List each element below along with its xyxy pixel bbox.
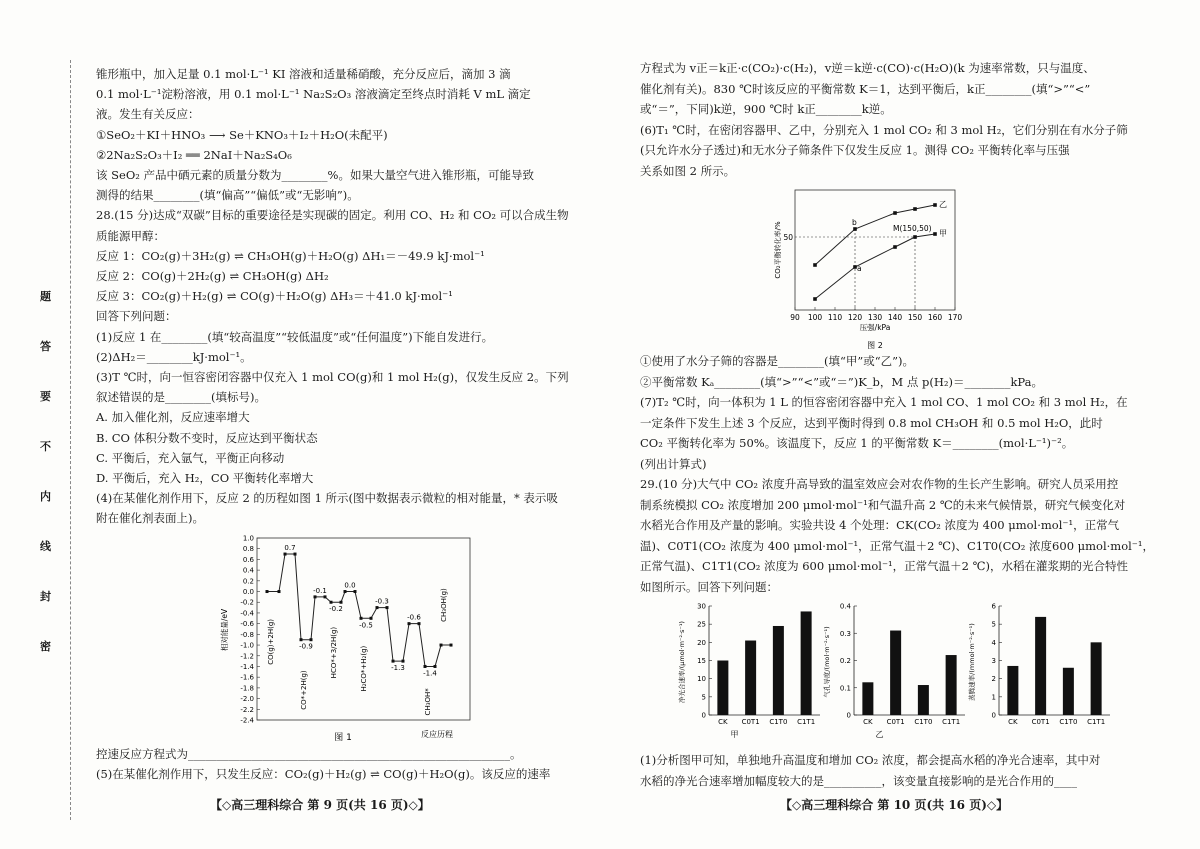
- energy-value-label: -0.6: [407, 613, 421, 622]
- margin-char: 密: [40, 640, 51, 653]
- text-line: (3)T ℃时，向一恒容密闭容器中仅充入 1 mol CO(g)和 1 mol H₂(g)，仅发生反应 2。下列: [96, 370, 569, 384]
- bar-chart: [675, 600, 825, 740]
- y-tick-label: 3: [991, 657, 996, 665]
- energy-value-label: -1.4: [423, 669, 437, 678]
- y-tick-label: 0.3: [839, 629, 851, 638]
- y-tick-label: -0.8: [240, 630, 254, 639]
- y-axis-label: CO₂平衡转化率/%: [774, 221, 782, 279]
- y-tick-label: 15: [697, 657, 706, 665]
- category-label: CK: [718, 718, 728, 726]
- energy-point: [434, 665, 437, 668]
- x-tick-label: 100: [807, 313, 823, 322]
- text-line: 液。发生有关反应：: [96, 107, 200, 122]
- text-line: 反应 3：CO₂(g)＋H₂(g) ⇌ CO(g)＋H₂O(g) ΔH₃＝＋41.0 kJ·mol⁻¹: [96, 289, 453, 304]
- text-line: ①SeO₂＋KI＋HNO₃ ⟶ Se＋KNO₃＋I₂＋H₂O(未配平): [96, 127, 388, 142]
- energy-point: [450, 644, 453, 647]
- energy-point: [376, 606, 379, 609]
- data-point: [913, 207, 917, 211]
- bar-chart: [820, 600, 970, 740]
- text-line: 反应 1：CO₂(g)＋3H₂(g) ⇌ CH₃OH(g)＋H₂O(g) ΔH₁＝－49.9 kJ·mol⁻¹: [96, 248, 485, 263]
- bar: [1063, 668, 1074, 715]
- margin-char: 答: [40, 340, 51, 353]
- text-line: 锥形瓶中，加入足量 0.1 mol·L⁻¹ KI 溶液和适量稀硝酸，充分反应后，滴加 3 滴: [96, 67, 511, 81]
- text-line: 该 SeO₂ 产品中硒元素的质量分数为________%。如果大量空气进入锥形瓶，可能导致: [96, 168, 534, 182]
- figure-caption: 图 2: [867, 341, 883, 350]
- text-line: ②平衡常数 Kₐ________(填“>”“<”或“＝”)K_b，M 点 p(H₂)＝________kPa。: [640, 374, 1044, 389]
- energy-point: [360, 617, 363, 620]
- y-tick-label: 0: [701, 711, 706, 720]
- figure-caption: 图 1: [334, 733, 352, 743]
- margin-char: 封: [40, 590, 51, 603]
- data-point: [933, 232, 937, 236]
- point-b-label: b: [852, 218, 857, 227]
- plot-frame: [795, 190, 955, 310]
- text-line: 方程式为 v正＝k正·c(CO₂)·c(H₂)，v逆＝k逆·c(CO)·c(H₂O)(k 为速率常数，只与温度、: [640, 61, 1095, 75]
- energy-point: [294, 553, 297, 556]
- text-line: 或“＝”，下同)k逆，900 ℃时 k正________k逆。: [640, 102, 892, 116]
- energy-point: [310, 638, 313, 641]
- category-label: C0T1: [1031, 718, 1050, 726]
- bar: [946, 655, 957, 715]
- category-label: C1T0: [914, 718, 933, 726]
- y-tick-label: 20: [697, 638, 706, 647]
- data-point: [853, 227, 857, 231]
- page-footer-9: 【◇高三理科综合 第 9 页(共 16 页)◇】: [210, 798, 430, 812]
- y-tick-label: 50: [783, 233, 793, 242]
- y-tick-label: -1.8: [240, 684, 254, 693]
- energy-point: [324, 595, 327, 598]
- y-tick-label: 0.4: [839, 602, 851, 611]
- curve-jia: [815, 234, 935, 299]
- text-line: 催化剂有关)。830 ℃时该反应的平衡常数 K＝1，达到平衡后，k正________(填“>”“<”: [640, 81, 1091, 96]
- energy-value-label: -0.9: [299, 642, 313, 651]
- x-tick-label: 110: [827, 313, 843, 322]
- x-axis-label: 压强/kPa: [859, 323, 891, 332]
- text-line: 附在催化剂表面上)。: [96, 511, 204, 526]
- point-m-label: M(150,50): [893, 224, 932, 233]
- energy-point: [408, 622, 411, 625]
- margin-char: 要: [40, 390, 51, 403]
- figure-2-conversion-chart: [770, 185, 970, 355]
- energy-value-label: 0.7: [284, 544, 296, 553]
- energy-point: [340, 601, 343, 604]
- text-line: 一定条件下发生上述 3 个反应，达到平衡时得到 0.8 mol CH₃OH 和 0.5 mol H₂O，此时: [640, 415, 1103, 430]
- y-tick-label: 0: [846, 711, 851, 720]
- bar: [717, 661, 728, 716]
- category-label: CK: [863, 718, 873, 726]
- energy-point: [344, 590, 347, 593]
- text-line: 如图所示。回答下列问题：: [640, 579, 778, 594]
- text-line: 反应 2：CO(g)＋2H₂(g) ⇌ CH₃OH(g) ΔH₂: [96, 269, 329, 283]
- energy-point: [314, 595, 317, 598]
- text-line: 28.(15 分)达成“双碳”目标的重要途径是实现碳的固定。利用 CO、H₂ 和 CO₂ 可以合成生物: [96, 208, 569, 223]
- energy-point: [440, 644, 443, 647]
- energy-point: [402, 660, 405, 663]
- question-5-text: (5)在某催化剂作用下，只发生反应：CO₂(g)＋H₂(g) ⇌ CO(g)＋H₂O(g)。该反应的速率: [96, 767, 551, 781]
- text-line: 温)、C0T1(CO₂ 浓度为 400 μmol·mol⁻¹，正常气温＋2 ℃)、C1T0(CO₂ 浓度600 μmol·mol⁻¹，: [640, 538, 1154, 553]
- text-line: B. CO 体积分数不变时，反应达到平衡状态: [96, 430, 318, 445]
- data-point: [813, 297, 817, 301]
- series-label-jia: 甲: [939, 229, 947, 238]
- y-tick-label: 5: [991, 620, 996, 629]
- category-label: C1T1: [1087, 718, 1106, 726]
- energy-value-label: -1.3: [391, 664, 405, 673]
- text-line: 关系如图 2 所示。: [640, 163, 736, 178]
- margin-char: 题: [40, 290, 51, 303]
- text-line: 制系统模拟 CO₂ 浓度增加 200 μmol·mol⁻¹和气温升高 2 ℃的未来气候情景，研究气候变化对: [640, 497, 1126, 512]
- text-line: 测得的结果________(填“偏高”“偏低”或“无影响”)。: [96, 188, 359, 203]
- y-tick-label: 5: [701, 693, 706, 702]
- y-tick-label: 0.2: [839, 657, 851, 665]
- energy-point: [424, 665, 427, 668]
- x-tick-label: 170: [947, 313, 963, 322]
- x-tick-label: 160: [927, 313, 943, 322]
- curve-yi: [815, 205, 935, 265]
- energy-point: [266, 590, 269, 593]
- y-axis-label: 相对能量/eV: [220, 608, 229, 652]
- y-tick-label: 25: [697, 620, 706, 629]
- y-axis-label: 蒸腾速率/(mmol·m⁻²·s⁻¹): [968, 623, 976, 701]
- margin-char: 线: [40, 540, 51, 553]
- y-tick-label: 0.4: [242, 566, 254, 575]
- text-line: ①使用了水分子筛的容器是________(填“甲”或“乙”)。: [640, 354, 914, 368]
- y-tick-label: 0.6: [242, 555, 254, 564]
- y-tick-label: 30: [697, 602, 706, 611]
- y-tick-label: 2: [991, 675, 996, 684]
- species-label: H₂CO*+H₂(g): [360, 645, 368, 692]
- y-tick-label: 10: [697, 675, 706, 684]
- figure-1-energy-profile: [215, 530, 495, 745]
- y-tick-label: 0.0: [242, 588, 254, 597]
- bar: [862, 682, 873, 715]
- species-label: HCO*+3/2H(g): [330, 626, 338, 679]
- text-line: 质能源甲醇：: [96, 228, 165, 243]
- bar: [801, 611, 812, 715]
- page-footer-10: 【◇高三理科综合 第 10 页(共 16 页)◇】: [780, 798, 1009, 812]
- text-line: A. 加入催化剂，反应速率增大: [96, 410, 250, 425]
- energy-point: [392, 660, 395, 663]
- y-tick-label: -0.6: [240, 620, 254, 629]
- y-tick-label: 6: [991, 602, 996, 611]
- energy-value-label: 0.0: [344, 581, 356, 590]
- text-line: CO₂ 平衡转化率为 50%。该温度下，反应 1 的平衡常数 K＝________(mol·L⁻¹)⁻²。: [640, 436, 1074, 450]
- species-label: CO*+2H(g): [300, 670, 308, 710]
- y-tick-label: -1.0: [240, 641, 254, 650]
- bar: [1091, 642, 1102, 715]
- chart-label: 甲: [730, 730, 739, 739]
- x-tick-label: 150: [907, 313, 923, 322]
- point-a-label: a: [857, 264, 862, 273]
- energy-point: [386, 606, 389, 609]
- energy-value-label: -0.3: [375, 597, 389, 606]
- energy-value-label: -0.5: [359, 621, 373, 630]
- energy-point: [330, 601, 333, 604]
- category-label: C1T0: [1059, 718, 1078, 726]
- y-tick-label: 4: [991, 638, 996, 647]
- y-tick-label: -0.4: [240, 609, 254, 618]
- text-line: (7)T₂ ℃时，向一体积为 1 L 的恒容密闭容器中充入 1 mol CO、1 mol CO₂ 和 3 mol H₂，在: [640, 395, 1128, 409]
- bar: [890, 631, 901, 715]
- y-tick-label: -1.2: [240, 652, 254, 661]
- category-label: C0T1: [741, 718, 760, 726]
- text-line: 正常气温)、C1T1(CO₂ 浓度为 600 μmol·mol⁻¹，正常气温＋2 ℃)，水稻在灌浆期的光合特性: [640, 559, 1128, 573]
- text-line: 水稻光合作用及产量的影响。实验共设 4 个处理：CK(CO₂ 浓度为 400 μmol·mol⁻¹，正常气: [640, 518, 1120, 532]
- y-axis-label: 净光合速率/(μmol·m⁻²·s⁻¹): [678, 621, 686, 703]
- text-line: (2)ΔH₂＝________kJ·mol⁻¹。: [96, 349, 252, 364]
- y-tick-label: 0.8: [242, 545, 254, 554]
- energy-point: [370, 617, 373, 620]
- right-page: [600, 0, 1200, 849]
- text-line: (4)在某催化剂作用下，反应 2 的历程如图 1 所示(图中数据表示微粒的相对能量，* 表示吸: [96, 491, 558, 506]
- data-point: [913, 235, 917, 239]
- text-line: (1)分析图甲可知，单独地升高温度和增加 CO₂ 浓度，都会提高水稻的净光合速率，其中对: [640, 753, 1101, 767]
- text-line: D. 平衡后，充入 H₂，CO 平衡转化率增大: [96, 471, 314, 485]
- y-tick-label: -0.2: [240, 598, 254, 607]
- energy-point: [300, 638, 303, 641]
- x-axis-label: 反应历程: [421, 730, 453, 739]
- category-label: C0T1: [886, 718, 905, 726]
- cut-line: [70, 60, 71, 820]
- margin-char: 不: [40, 440, 51, 453]
- category-label: C1T0: [769, 718, 788, 726]
- category-label: CK: [1008, 718, 1018, 726]
- text-line: C. 平衡后，充入氩气，平衡正向移动: [96, 450, 285, 465]
- energy-point: [278, 590, 281, 593]
- y-tick-label: -2.0: [240, 695, 254, 704]
- category-label: C1T1: [797, 718, 816, 726]
- y-axis-label: 气孔导度/(mol·m⁻²·s⁻¹): [823, 626, 831, 698]
- energy-value-label: -0.1: [313, 586, 327, 595]
- bar-chart-group: [675, 600, 1155, 740]
- y-tick-label: 0.1: [839, 684, 851, 693]
- data-point: [813, 263, 817, 267]
- y-tick-label: 1: [991, 693, 996, 702]
- bar: [1007, 666, 1018, 715]
- y-tick-label: 0: [991, 711, 996, 720]
- species-label: CH₃OH*: [424, 688, 432, 716]
- energy-path: [267, 554, 451, 666]
- x-tick-label: 140: [887, 313, 903, 322]
- text-line: 29.(10 分)大气中 CO₂ 浓度升高导致的温室效应会对农作物的生长产生影响。研究人员采用控: [640, 477, 1119, 491]
- energy-value-label: -0.2: [329, 605, 343, 614]
- x-tick-label: 130: [867, 313, 883, 322]
- data-point: [893, 211, 897, 215]
- question-4-answer-line: 控速反应方程式为________________________________________________________。: [96, 747, 522, 761]
- data-point: [893, 245, 897, 249]
- y-tick-label: -2.2: [240, 705, 254, 714]
- energy-point: [354, 590, 357, 593]
- bar: [1035, 617, 1046, 715]
- category-label: C1T1: [942, 718, 961, 726]
- margin-char: 内: [40, 490, 51, 503]
- text-line: (6)T₁ ℃时，在密闭容器甲、乙中，分别充入 1 mol CO₂ 和 3 mol H₂，它们分别在有水分子筛: [640, 122, 1128, 137]
- text-line: (列出计算式): [640, 456, 707, 471]
- text-line: ②2Na₂S₂O₃＋I₂ ══ 2NaI＋Na₂S₄O₆: [96, 147, 292, 162]
- data-point: [933, 203, 937, 207]
- bar: [745, 641, 756, 715]
- y-tick-label: 0.2: [242, 577, 254, 586]
- text-line: 叙述错误的是________(填标号)。: [96, 390, 266, 405]
- energy-point: [418, 622, 421, 625]
- x-tick-label: 90: [790, 313, 800, 322]
- chart-label: 乙: [875, 730, 884, 739]
- energy-point: [284, 553, 287, 556]
- bar: [918, 685, 929, 715]
- text-line: 回答下列问题：: [96, 309, 177, 324]
- y-tick-label: -2.4: [240, 716, 254, 725]
- binding-margin: [0, 0, 70, 849]
- y-tick-label: 1.0: [242, 534, 254, 543]
- bar-chart: [965, 600, 1115, 740]
- text-line: (1)反应 1 在________(填“较高温度”“较低温度”或“任何温度”)下能自发进行。: [96, 329, 494, 344]
- bar: [773, 626, 784, 715]
- x-tick-label: 120: [847, 313, 863, 322]
- y-tick-label: -1.4: [240, 662, 254, 671]
- species-label: CO(g)+2H(g): [267, 618, 275, 665]
- species-label: CH₃OH(g): [440, 588, 448, 622]
- text-line: 0.1 mol·L⁻¹淀粉溶液，用 0.1 mol·L⁻¹ Na₂S₂O₃ 溶液滴定至终点时消耗 V mL 滴定: [96, 87, 531, 102]
- text-line: 水稻的净光合速率增加幅度较大的是__________，该变量直接影响的是光合作用的____: [640, 773, 1077, 788]
- y-tick-label: -1.6: [240, 673, 254, 682]
- series-label-yi: 乙: [939, 200, 947, 209]
- text-line: (只允许水分子透过)和无水分子筛条件下仅发生反应 1。测得 CO₂ 平衡转化率与压强: [640, 143, 1070, 157]
